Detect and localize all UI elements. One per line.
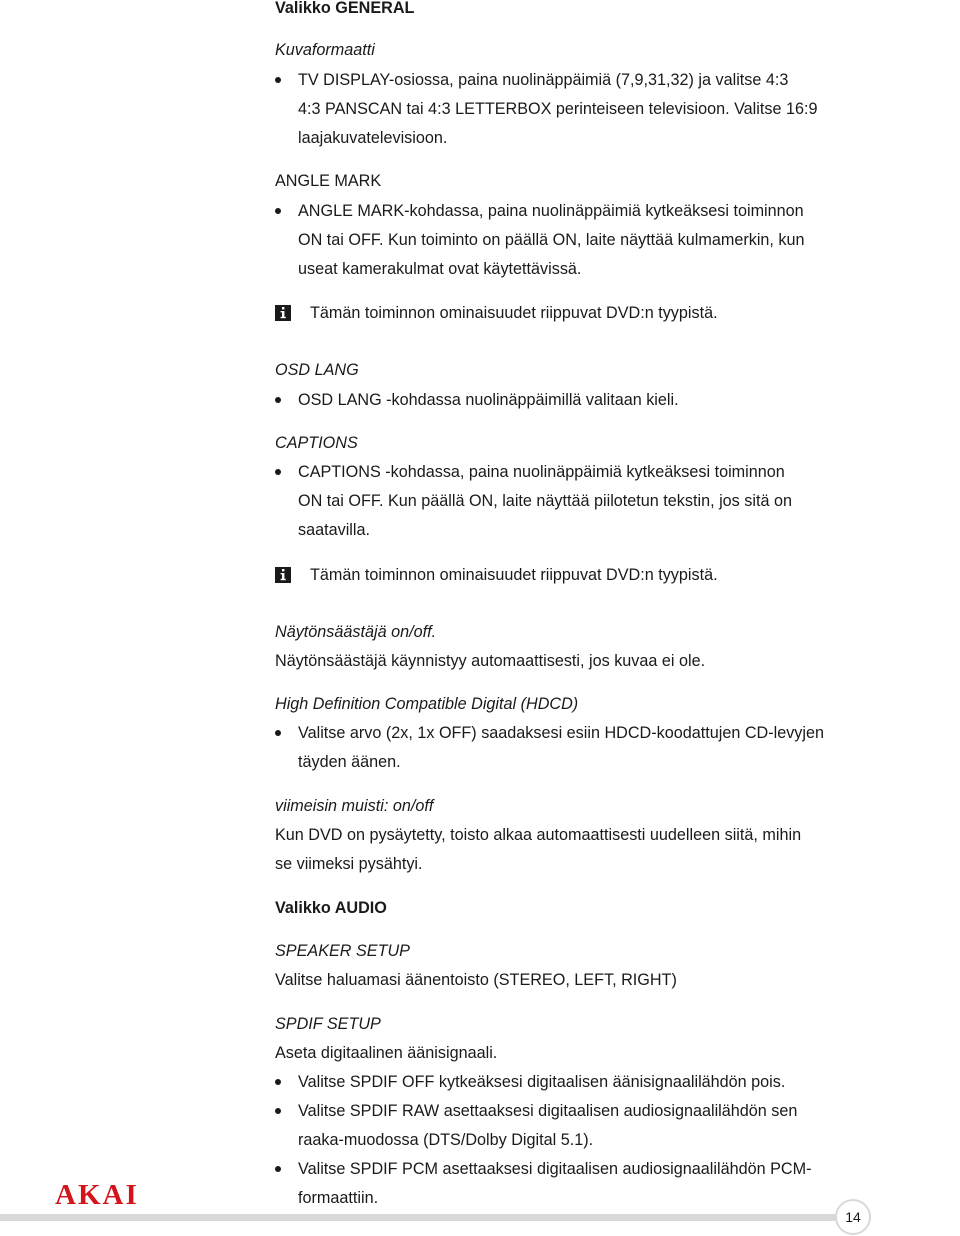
- bullet-line: täyden äänen.: [298, 753, 401, 771]
- bullet-icon: [275, 469, 281, 475]
- info-icon: [275, 305, 291, 321]
- bullet-icon: [275, 1108, 281, 1114]
- bullet-line: ANGLE MARK-kohdassa, paina nuolinäppäimiä kytkeäksesi toiminnon: [298, 202, 804, 220]
- bullet-icon: [275, 1079, 281, 1085]
- bullet-line: ON tai OFF. Kun toiminto on päällä ON, laite näyttää kulmamerkin, kun: [298, 231, 805, 249]
- page-number-badge: [835, 1199, 871, 1235]
- bullet-icon: [275, 1166, 281, 1172]
- info-note: Tämän toiminnon ominaisuudet riippuvat DVD:n tyypistä.: [310, 566, 718, 584]
- bullet-line: OSD LANG -kohdassa nuolinäppäimillä valitaan kieli.: [298, 391, 679, 409]
- section-heading-general: Valikko GENERAL: [275, 0, 415, 17]
- bullet-line: Valitse SPDIF PCM asettaaksesi digitaalisen audiosignaalilähdön PCM-: [298, 1160, 812, 1178]
- paragraph-line: se viimeksi pysähtyi.: [275, 855, 423, 873]
- subheading-spdif-setup: SPDIF SETUP: [275, 1015, 381, 1033]
- subheading-screensaver: Näytönsäästäjä on/off.: [275, 623, 437, 641]
- subheading-osd-lang: OSD LANG: [275, 361, 359, 379]
- bullet-line: formaattiin.: [298, 1189, 379, 1207]
- bullet-line: laajakuvatelevisioon.: [298, 129, 448, 147]
- page-number: 14: [845, 1209, 861, 1225]
- subheading-kuvaformaatti: Kuvaformaatti: [275, 41, 375, 59]
- info-note: Tämän toiminnon ominaisuudet riippuvat DVD:n tyypistä.: [310, 304, 718, 322]
- subheading-hdcd: High Definition Compatible Digital (HDCD): [275, 695, 579, 713]
- akai-logo: AKAI: [55, 1179, 139, 1211]
- paragraph-line: Kun DVD on pysäytetty, toisto alkaa automaattisesti uudelleen siitä, mihin: [275, 826, 802, 844]
- bullet-icon: [275, 397, 281, 403]
- paragraph: Aseta digitaalinen äänisignaali.: [275, 1044, 498, 1062]
- info-icon: [275, 567, 291, 583]
- bullet-icon: [275, 208, 281, 214]
- subheading-captions: CAPTIONS: [275, 434, 358, 452]
- paragraph: Näytönsäästäjä käynnistyy automaattisesti, jos kuvaa ei ole.: [275, 652, 706, 670]
- subheading-angle-mark: ANGLE MARK: [275, 172, 382, 190]
- bullet-line: ON tai OFF. Kun päällä ON, laite näyttää piilotetun tekstin, jos sitä on: [298, 492, 792, 510]
- bullet-line: Valitse arvo (2x, 1x OFF) saadaksesi esiin HDCD-koodattujen CD-levyjen: [298, 724, 824, 742]
- section-heading-audio: Valikko AUDIO: [275, 899, 387, 917]
- bullet-line: saatavilla.: [298, 521, 370, 539]
- bullet-line: Valitse SPDIF RAW asettaaksesi digitaalisen audiosignaalilähdön sen: [298, 1102, 798, 1120]
- paragraph: Valitse haluamasi äänentoisto (STEREO, LEFT, RIGHT): [275, 971, 677, 989]
- bullet-line: 4:3 PANSCAN tai 4:3 LETTERBOX perinteiseen televisioon. Valitse 16:9: [298, 100, 818, 118]
- footer-rule: [0, 1214, 838, 1221]
- subheading-speaker-setup: SPEAKER SETUP: [275, 942, 410, 960]
- bullet-line: CAPTIONS -kohdassa, paina nuolinäppäimiä kytkeäksesi toiminnon: [298, 463, 785, 481]
- subheading-last-memory: viimeisin muisti: on/off: [275, 797, 434, 815]
- bullet-line: raaka-muodossa (DTS/Dolby Digital 5.1).: [298, 1131, 594, 1149]
- bullet-icon: [275, 730, 281, 736]
- bullet-icon: [275, 77, 281, 83]
- bullet-line: TV DISPLAY-osiossa, paina nuolinäppäimiä (7,9,31,32) ja valitse 4:3: [298, 71, 789, 89]
- bullet-line: useat kamerakulmat ovat käytettävissä.: [298, 260, 582, 278]
- bullet-line: Valitse SPDIF OFF kytkeäksesi digitaalisen äänisignaalilähdön pois.: [298, 1073, 786, 1091]
